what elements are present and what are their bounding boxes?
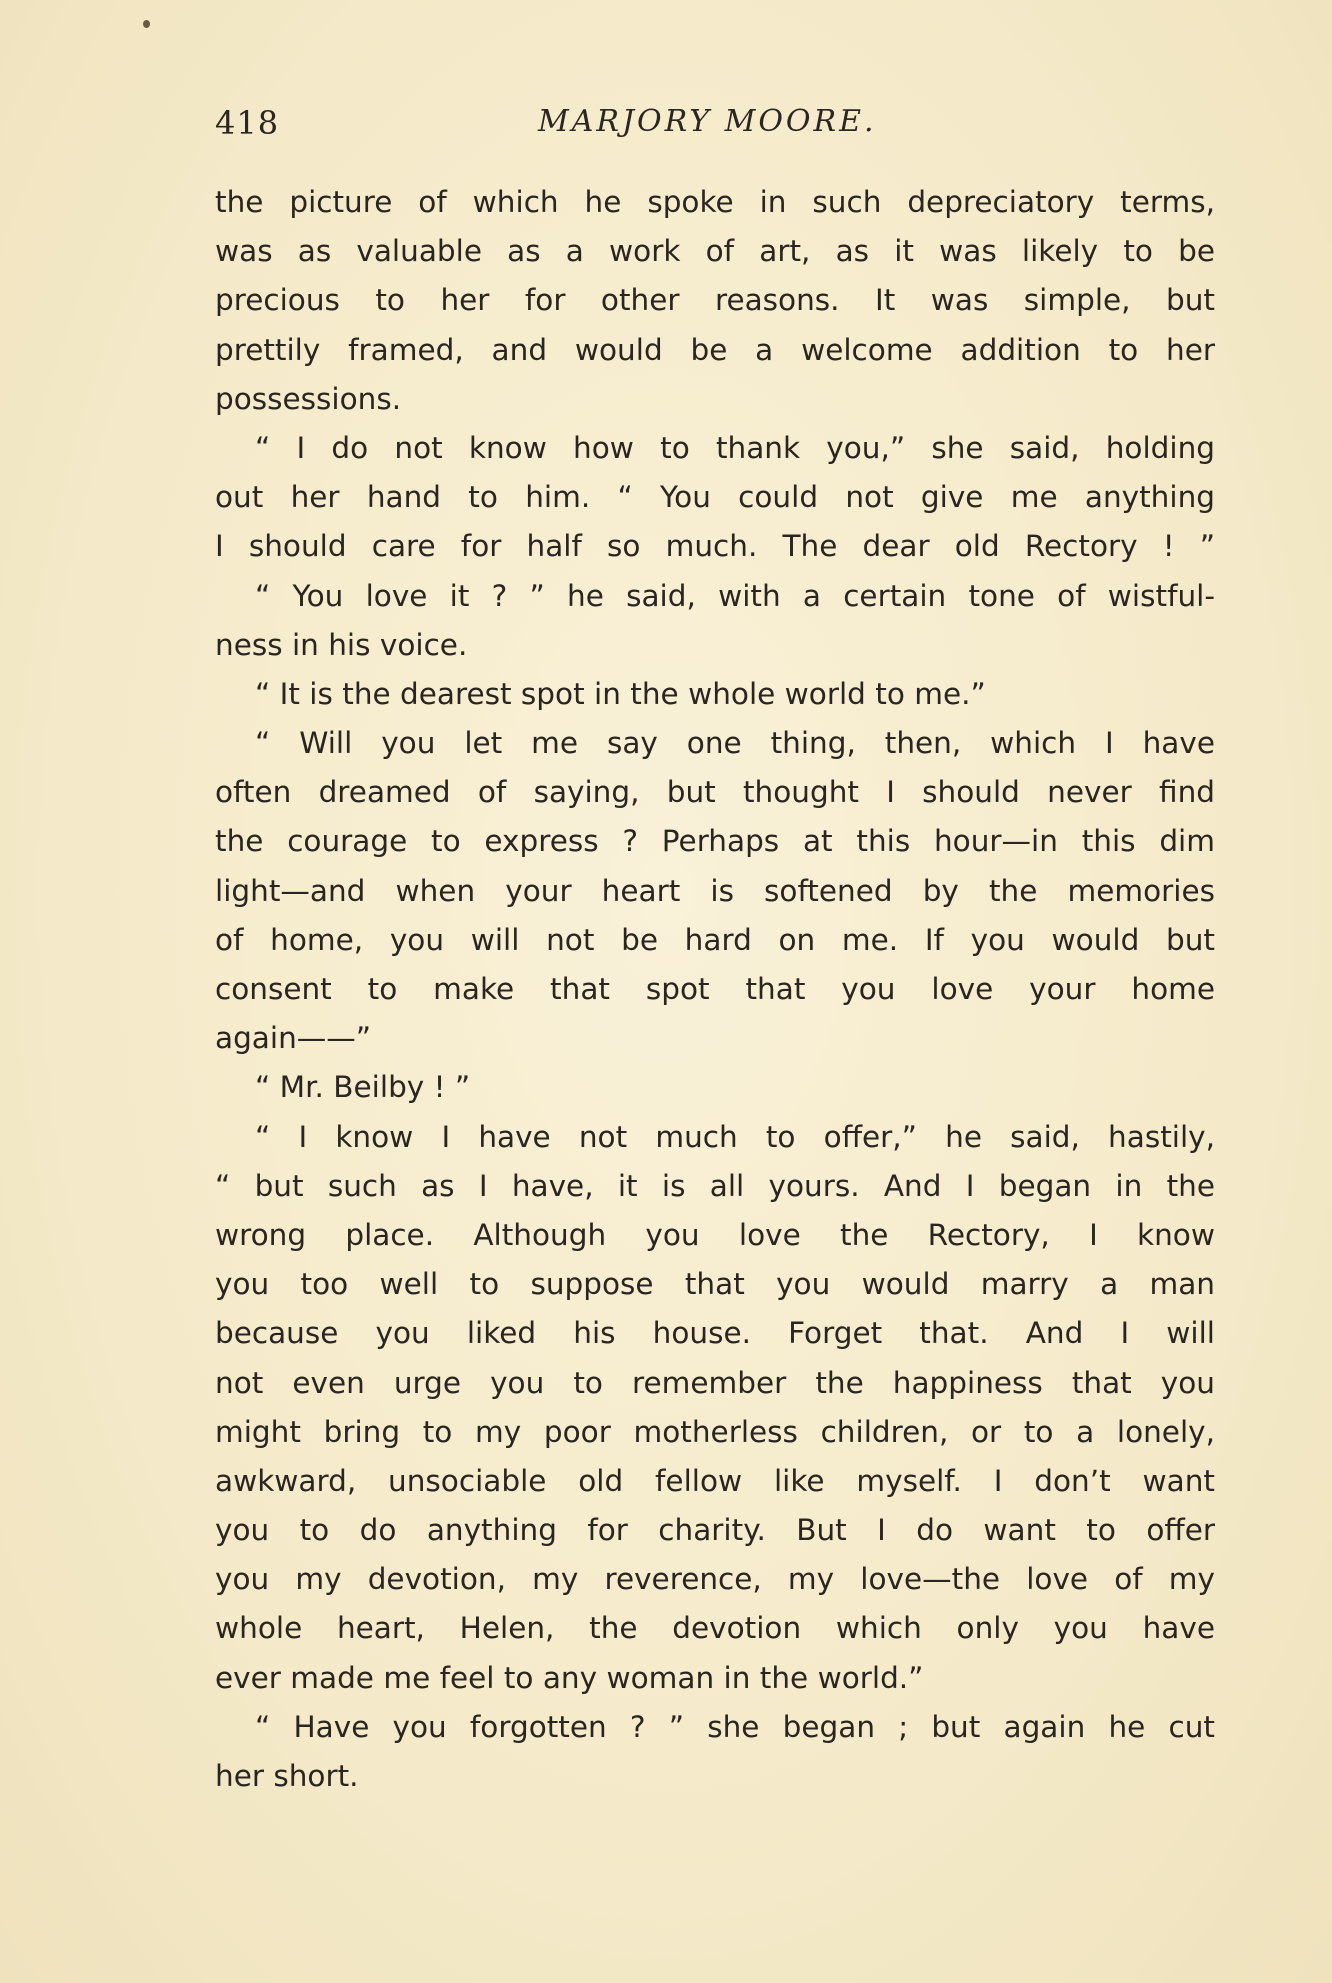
text-line: was as valuable as a work of art, as it was likely to be [215,234,1215,269]
text-line: “ Mr. Beilby ! ” [255,1070,471,1105]
text-line: light—and when your heart is softened by the memories [215,873,1215,908]
text-line: again——” [215,1021,372,1056]
text-line: “ It is the dearest spot in the whole world to me.” [255,676,986,711]
body-text [215,178,1215,1801]
text-line: the courage to express ? Perhaps at this hour—in this dim [215,824,1215,859]
text-line: might bring to my poor motherless children, or to a lonely, [215,1414,1215,1449]
text-line: prettily framed, and would be a welcome addition to her [215,332,1215,367]
running-head [215,104,1215,154]
text-line: you to do anything for charity. But I do want to offer [215,1513,1215,1548]
text-line: whole heart, Helen, the devotion which only you have [215,1611,1215,1646]
text-line: because you liked his house. Forget that. And I will [215,1316,1215,1351]
text-line: often dreamed of saying, but thought I should never find [215,775,1215,810]
text-line: precious to her for other reasons. It was simple, but [215,283,1215,318]
text-line: “ Have you forgotten ? ” she began ; but again he cut [255,1709,1215,1744]
text-line: awkward, unsociable old fellow like myself. I don’t want [215,1463,1215,1498]
text-line: out her hand to him. “ You could not give me anything [215,480,1215,515]
text-line: you too well to suppose that you would marry a man [215,1267,1215,1302]
text-line: of home, you will not be hard on me. If you would but [215,922,1215,957]
text-line: ness in his voice. [215,627,468,662]
text-line: I should care for half so much. The dear old Rectory ! ” [215,529,1215,564]
text-line: the picture of which he spoke in such depreciatory terms, [215,185,1215,219]
book-title: MARJORY MOORE. [538,104,877,139]
text-line: wrong place. Although you love the Rectory, I know [215,1217,1215,1252]
text-line: “ but such as I have, it is all yours. And I began in the [215,1168,1215,1203]
text-line: you my devotion, my reverence, my love—the love of my [215,1562,1215,1597]
text-line: ever made me feel to any woman in the world.” [215,1660,924,1695]
text-line: “ I know I have not much to offer,” he said, hastily, [255,1119,1215,1154]
text-line: “ Will you let me say one thing, then, which I have [255,726,1215,761]
text-line: possessions. [215,381,402,416]
text-line: not even urge you to remember the happiness that you [215,1365,1215,1400]
ink-speck [143,20,150,28]
text-line: “ I do not know how to thank you,” she said, holding [255,430,1215,465]
text-line: her short. [215,1759,359,1793]
text-line: “ You love it ? ” he said, with a certain tone of wistful- [255,578,1215,613]
text-line: consent to make that spot that you love your home [215,972,1215,1006]
page-number: 418 [215,104,280,142]
